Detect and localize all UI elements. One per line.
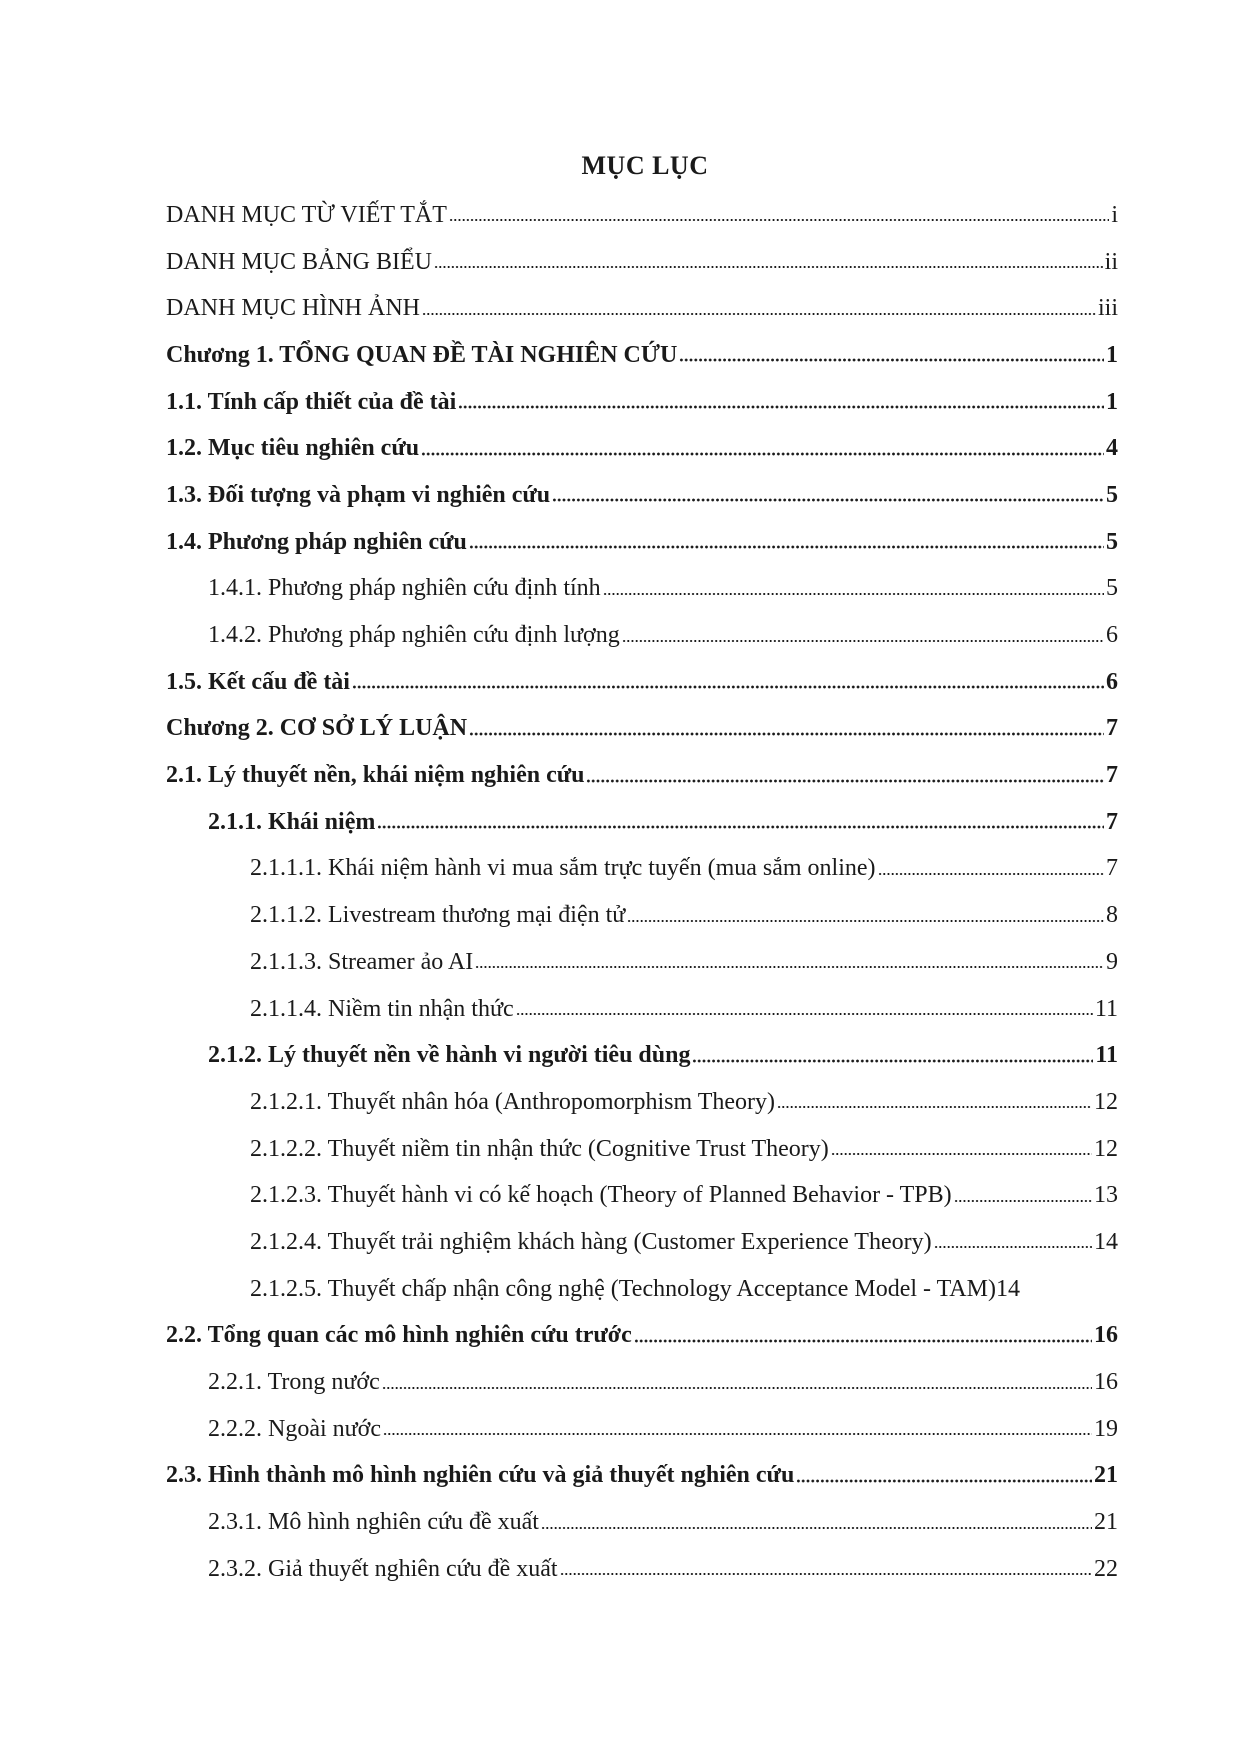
toc-entry-label: DANH MỤC TỪ VIẾT TẮT bbox=[166, 201, 447, 228]
toc-entry-label: 2.1.1. Khái niệm bbox=[208, 808, 376, 835]
toc-section-entry[interactable] bbox=[166, 519, 1118, 566]
toc-entry-label: 1.4.1. Phương pháp nghiên cứu định tính bbox=[208, 575, 601, 602]
toc-entry[interactable] bbox=[166, 285, 1118, 332]
toc-section-entry[interactable] bbox=[166, 472, 1118, 519]
dot-leader bbox=[627, 915, 1104, 927]
toc-entry-page: 7 bbox=[1106, 762, 1118, 789]
toc-subsection-entry[interactable] bbox=[208, 1546, 1118, 1593]
dot-leader bbox=[516, 1008, 1093, 1020]
toc-entry-label: DANH MỤC BẢNG BIỂU bbox=[166, 248, 433, 275]
toc-entry-label: 2.1.2.1. Thuyết nhân hóa (Anthropomorphism Theory) bbox=[250, 1088, 776, 1115]
toc-title: MỤC LỤC bbox=[581, 151, 709, 180]
toc-entry-page: 1 bbox=[1106, 388, 1118, 415]
toc-entry-label: 2.1. Lý thuyết nền, khái niệm nghiên cứu bbox=[166, 762, 585, 789]
dot-leader bbox=[421, 448, 1104, 460]
toc-entry-page: 16 bbox=[1094, 1322, 1118, 1349]
toc-entry-label: 2.1.1.1. Khái niệm hành vi mua sắm trực tuyến (mua sắm online) bbox=[250, 855, 876, 882]
toc-entry-label: 2.1.2.2. Thuyết niềm tin nhận thức (Cognitive Trust Theory) bbox=[250, 1135, 829, 1162]
toc-entry-label: 1.1. Tính cấp thiết của đề tài bbox=[166, 388, 457, 415]
toc-entry-label: 1.2. Mục tiêu nghiên cứu bbox=[166, 435, 420, 462]
toc-entry-page: 14 bbox=[995, 1275, 1020, 1302]
dot-leader bbox=[954, 1195, 1092, 1207]
toc-entry-page: 16 bbox=[1094, 1369, 1118, 1396]
toc-entry-page: 22 bbox=[1094, 1555, 1118, 1582]
toc-subsubsection-entry[interactable] bbox=[250, 1172, 1118, 1219]
toc-entry-label: 1.3. Đối tượng và phạm vi nghiên cứu bbox=[166, 481, 551, 508]
toc-entry-page: 21 bbox=[1094, 1509, 1118, 1536]
toc-entry[interactable] bbox=[166, 192, 1118, 239]
toc-entry-page: 5 bbox=[1106, 528, 1118, 555]
toc-subsubsection-entry[interactable] bbox=[250, 1266, 1118, 1313]
dot-leader bbox=[475, 961, 1104, 973]
dot-leader bbox=[377, 821, 1104, 833]
toc-entry-page: 6 bbox=[1106, 668, 1118, 695]
toc-entry-label: 2.2.2. Ngoài nước bbox=[208, 1415, 382, 1442]
dot-leader bbox=[679, 354, 1104, 366]
dot-leader bbox=[622, 635, 1104, 647]
toc-entry-label: Chương 2. CƠ SỞ LÝ LUẬN bbox=[166, 715, 468, 742]
toc-section-entry[interactable] bbox=[166, 1313, 1118, 1360]
dot-leader bbox=[552, 494, 1104, 506]
toc-entry-label: 2.3.2. Giả thuyết nghiên cứu đề xuất bbox=[208, 1555, 558, 1582]
dot-leader bbox=[449, 214, 1109, 226]
dot-leader bbox=[434, 261, 1103, 273]
toc-entry-label: 2.3.1. Mô hình nghiên cứu đề xuất bbox=[208, 1509, 539, 1536]
toc-entry-page: 9 bbox=[1106, 948, 1118, 975]
toc-entry-page: 11 bbox=[1095, 1042, 1118, 1069]
toc-subsubsection-entry[interactable] bbox=[250, 986, 1118, 1033]
dot-leader bbox=[352, 681, 1104, 693]
toc-entry-label: 2.1.2.5. Thuyết chấp nhận công nghệ (Technology Acceptance Model - TAM) bbox=[250, 1275, 996, 1302]
dot-leader bbox=[934, 1241, 1092, 1253]
toc-section-entry[interactable] bbox=[166, 379, 1118, 426]
toc-list bbox=[0, 192, 1240, 1593]
dot-leader bbox=[878, 868, 1104, 880]
dot-leader bbox=[586, 775, 1104, 787]
toc-entry-page: 12 bbox=[1094, 1088, 1118, 1115]
toc-subsubsection-entry[interactable] bbox=[250, 846, 1118, 893]
toc-entry-page: 5 bbox=[1106, 481, 1118, 508]
dot-leader bbox=[383, 1428, 1092, 1440]
toc-entry-page: 4 bbox=[1106, 435, 1118, 462]
dot-leader bbox=[469, 541, 1104, 553]
toc-entry-page: 21 bbox=[1094, 1462, 1118, 1489]
toc-subsection-entry[interactable] bbox=[208, 612, 1118, 659]
toc-entry-label: 2.2.1. Trong nước bbox=[208, 1369, 380, 1396]
toc-entry-page: 7 bbox=[1106, 715, 1118, 742]
toc-entry-page: ii bbox=[1104, 248, 1118, 275]
toc-entry-page: 13 bbox=[1094, 1182, 1118, 1209]
toc-chapter-entry[interactable] bbox=[166, 706, 1118, 753]
toc-entry-label: 1.4. Phương pháp nghiên cứu bbox=[166, 528, 467, 555]
toc-entry-page: 1 bbox=[1106, 341, 1118, 368]
toc-entry-page: 19 bbox=[1094, 1415, 1118, 1442]
toc-entry-label: 1.4.2. Phương pháp nghiên cứu định lượng bbox=[208, 622, 620, 649]
toc-entry-label: 2.1.2.3. Thuyết hành vi có kế hoạch (Theory of Planned Behavior - TPB) bbox=[250, 1182, 952, 1209]
toc-subsection-entry[interactable] bbox=[208, 1359, 1118, 1406]
toc-entry-label: DANH MỤC HÌNH ẢNH bbox=[166, 295, 420, 322]
dot-leader bbox=[777, 1101, 1092, 1113]
dot-leader bbox=[541, 1522, 1092, 1534]
toc-subsubsection-entry[interactable] bbox=[250, 1126, 1118, 1173]
toc-entry-page: 5 bbox=[1106, 575, 1118, 602]
toc-entry-label: 2.3. Hình thành mô hình nghiên cứu và giả thuyết nghiên cứu bbox=[166, 1462, 795, 1489]
toc-section-entry[interactable] bbox=[166, 425, 1118, 472]
toc-subsection-entry[interactable] bbox=[208, 1499, 1118, 1546]
dot-leader bbox=[422, 308, 1096, 320]
toc-entry-label: 2.1.1.3. Streamer ảo AI bbox=[250, 948, 474, 975]
toc-entry-label: 2.1.2. Lý thuyết nền về hành vi người tiêu dùng bbox=[208, 1042, 691, 1069]
dot-leader bbox=[831, 1148, 1092, 1160]
toc-subsection-entry[interactable] bbox=[208, 566, 1118, 613]
toc-entry-page: 7 bbox=[1106, 855, 1118, 882]
toc-entry-page: i bbox=[1111, 201, 1118, 228]
toc-chapter-entry[interactable] bbox=[166, 332, 1118, 379]
toc-subsection-entry[interactable] bbox=[208, 1406, 1118, 1453]
toc-subsection-entry[interactable] bbox=[208, 799, 1118, 846]
toc-subsubsection-entry[interactable] bbox=[250, 1219, 1118, 1266]
dot-leader bbox=[469, 728, 1104, 740]
toc-entry-label: 2.2. Tổng quan các mô hình nghiên cứu trước bbox=[166, 1322, 632, 1349]
toc-entry-page: 11 bbox=[1094, 995, 1118, 1022]
toc-subsubsection-entry[interactable] bbox=[250, 1079, 1118, 1126]
dot-leader bbox=[692, 1055, 1093, 1067]
toc-entry-label: 2.1.2.4. Thuyết trải nghiệm khách hàng (Customer Experience Theory) bbox=[250, 1228, 932, 1255]
toc-entry-page: iii bbox=[1097, 295, 1118, 322]
toc-section-entry[interactable] bbox=[166, 1453, 1118, 1500]
toc-entry-label: 2.1.1.4. Niềm tin nhận thức bbox=[250, 995, 514, 1022]
toc-entry-page: 14 bbox=[1094, 1228, 1118, 1255]
toc-entry-page: 8 bbox=[1106, 902, 1118, 929]
dot-leader bbox=[796, 1475, 1092, 1487]
toc-entry-label: 1.5. Kết cấu đề tài bbox=[166, 668, 350, 695]
dot-leader bbox=[458, 401, 1104, 413]
toc-entry-label: Chương 1. TỔNG QUAN ĐỀ TÀI NGHIÊN CỨU bbox=[166, 341, 678, 368]
dot-leader bbox=[560, 1568, 1092, 1580]
toc-section-entry[interactable] bbox=[166, 659, 1118, 706]
toc-entry-page: 12 bbox=[1094, 1135, 1118, 1162]
toc-entry[interactable] bbox=[166, 239, 1118, 286]
toc-subsection-entry[interactable] bbox=[208, 1032, 1118, 1079]
toc-entry-label: 2.1.1.2. Livestream thương mại điện tử bbox=[250, 902, 626, 929]
dot-leader bbox=[382, 1382, 1092, 1394]
toc-section-entry[interactable] bbox=[166, 752, 1118, 799]
toc-entry-page: 7 bbox=[1106, 808, 1118, 835]
toc-entry-page: 6 bbox=[1106, 622, 1118, 649]
toc-subsubsection-entry[interactable] bbox=[250, 892, 1118, 939]
dot-leader bbox=[603, 588, 1104, 600]
toc-subsubsection-entry[interactable] bbox=[250, 939, 1118, 986]
dot-leader bbox=[634, 1335, 1092, 1347]
